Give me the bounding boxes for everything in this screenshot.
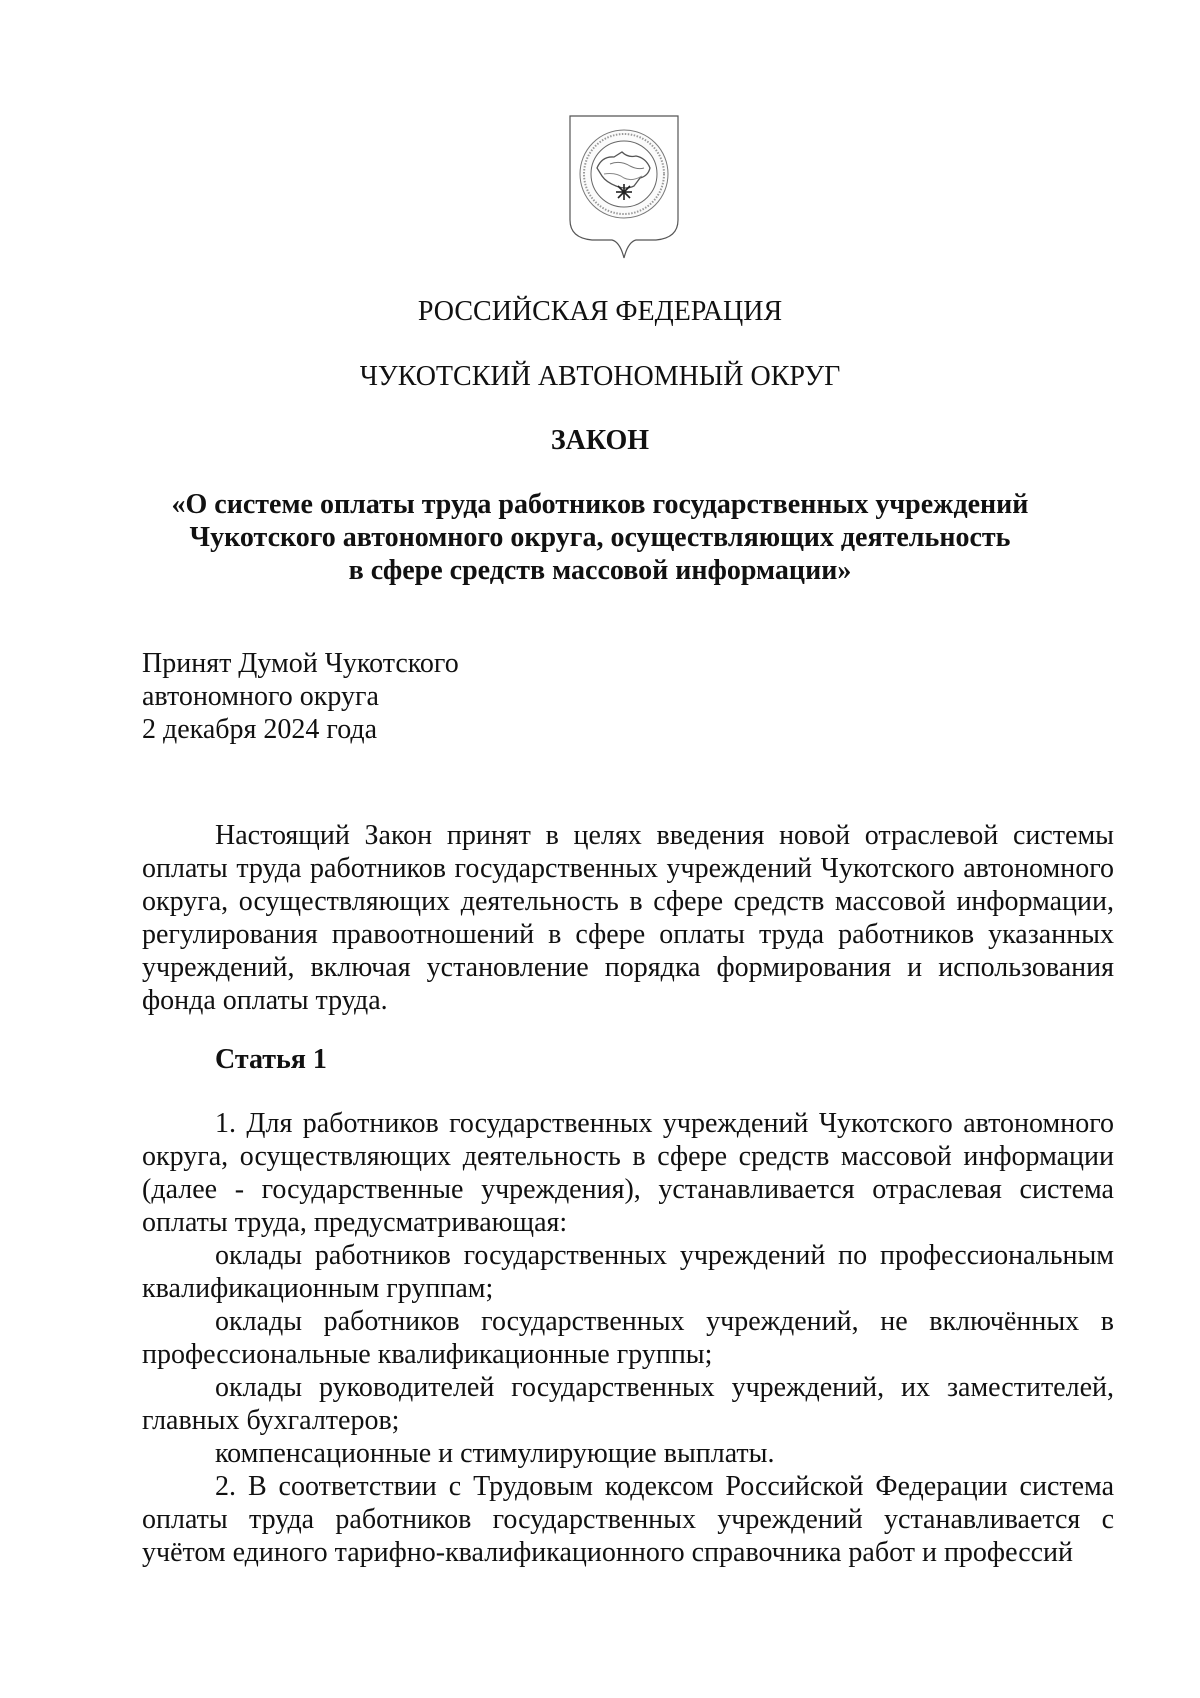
coat-of-arms-emblem (564, 112, 684, 262)
article-paragraph: оклады работников государственных учреждений по профессиональным квалификационным группам; (142, 1240, 1114, 1304)
article-paragraph: оклады руководителей государственных учреждений, их заместителей, главных бухгалтеров; (142, 1372, 1114, 1436)
adoption-note (142, 647, 459, 746)
adoption-line: автономного округа (142, 681, 379, 712)
article-heading: Статья 1 (215, 1044, 327, 1075)
article-paragraph: 1. Для работников государственных учреждений Чукотского автономного округа, осуществляющих деятельность в сфере средств массовой информации (далее - государственные учреждения), устанавливается отраслевая система оплаты труда, предусматривающая: (142, 1108, 1114, 1238)
adoption-date: 2 декабря 2024 года (142, 714, 378, 745)
article-body (142, 1107, 1114, 1569)
region-heading: ЧУКОТСКИЙ АВТОНОМНЫЙ ОКРУГ (359, 361, 841, 392)
preamble (142, 819, 1114, 1017)
adoption-line: Принят Думой Чукотского (142, 648, 459, 679)
document-type-heading: ЗАКОН (550, 425, 650, 456)
article-paragraph: 2. В соответствии с Трудовым кодексом Российской Федерации система оплаты труда работников государственных учреждений устанавливается с учётом единого тарифно-квалификационного справочника работ и профессий (142, 1471, 1114, 1568)
law-title-line: Чукотского автономного округа, осуществляющих деятельность (189, 522, 1011, 553)
law-title-line: в сфере средств массовой информации» (348, 555, 852, 586)
law-title-line: «О системе оплаты труда работников государственных учреждений (171, 489, 1029, 520)
country-heading: РОССИЙСКАЯ ФЕДЕРАЦИЯ (417, 296, 783, 327)
article-paragraph: оклады работников государственных учреждений, не включённых в профессиональные квалификационные группы; (142, 1306, 1114, 1370)
article-paragraph: компенсационные и стимулирующие выплаты. (215, 1438, 775, 1469)
law-title (0, 488, 1200, 587)
preamble-paragraph: Настоящий Закон принят в целях введения новой отраслевой системы оплаты труда работников государственных учреждений Чукотского автономного округа, осуществляющих деятельность в сфере средств массовой информации, регулирования правоотношений в сфере оплаты труда работников указанных учреждений, включая установление порядка формирования и использования фонда оплаты труда. (142, 820, 1114, 1016)
